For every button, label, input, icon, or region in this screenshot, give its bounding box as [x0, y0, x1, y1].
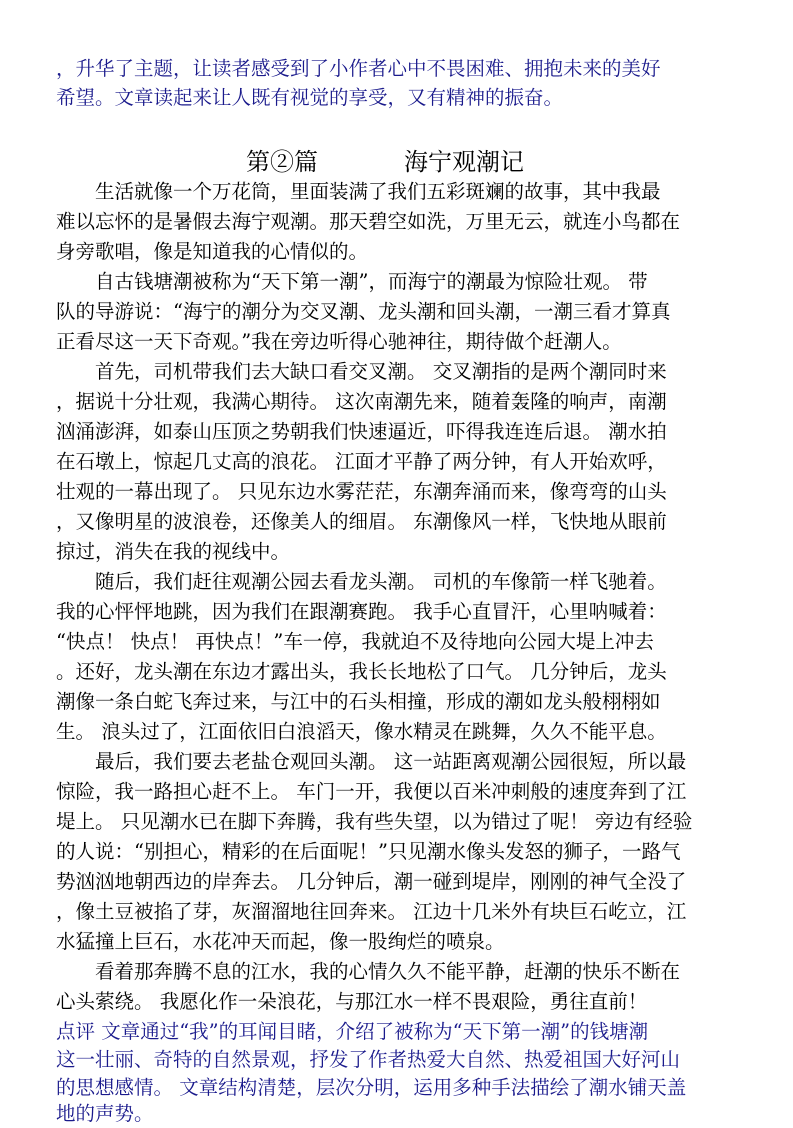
review-line: 的思想感情。 文章结构清楚，层次分明，运用多种手法描绘了潮水铺天盖 [56, 1076, 687, 1099]
review-line: 点评 文章通过“我”的耳闻目睹，介绍了被称为“天下第一潮”的钱塘潮 [56, 1020, 649, 1043]
essay-title: 海宁观潮记 [404, 148, 524, 176]
essay-line: ，像土豆被掐了芽，灰溜溜地往回奔来。 江边十几米外有块巨石屹立，江 [56, 900, 687, 923]
essay-line: “快点！ 快点！ 再快点！”车一停，我就迫不及待地向公园大堤上冲去 [56, 630, 654, 653]
essay-line: 掠过，消失在我的视线中。 [56, 540, 291, 563]
essay-line: 势汹汹地朝西边的岸奔去。 几分钟后，潮一碰到堤岸，刚刚的神气全没了 [56, 870, 687, 893]
essay-line: 生。 浪头过了，江面依旧白浪滔天，像水精灵在跳舞，久久不能平息。 [56, 720, 667, 743]
essay-line: 。还好，龙头潮在东边才露出头，我长长地松了口气。 几分钟后，龙头 [56, 660, 667, 683]
essay-line: 堤上。 只见潮水已在脚下奔腾，我有些失望，以为错过了呢！ 旁边有经验 [56, 810, 693, 833]
essay-line: 我的心怦怦地跳，因为我们在跟潮赛跑。 我手心直冒汗，心里呐喊着： [56, 600, 667, 623]
essay-line: 汹涌澎湃，如泰山压顶之势朝我们快速逼近，吓得我连连后退。 潮水拍 [56, 420, 667, 443]
essay-line: 壮观的一幕出现了。 只见东边水雾茫茫，东潮奔涌而来，像弯弯的山头 [56, 480, 667, 503]
intro-review-line: 希望。文章读起来让人既有视觉的享受，又有精神的振奋。 [56, 86, 564, 109]
essay-line: 自古钱塘潮被称为“天下第一潮”，而海宁的潮最为惊险壮观。 带 [56, 270, 648, 293]
essay-line: ，据说十分壮观，我满心期待。 这次南潮先来，随着轰隆的响声，南潮 [56, 390, 667, 413]
essay-line: 的人说：“别担心，精彩的在后面呢！”只见潮水像头发怒的狮子，一路气 [56, 840, 681, 863]
essay-line: 在石墩上，惊起几丈高的浪花。 江面才平静了两分钟，有人开始欢呼， [56, 450, 667, 473]
essay-line: 身旁歌唱，像是知道我的心情似的。 [56, 240, 369, 263]
essay-line: 心头萦绕。 我愿化作一朵浪花，与那江水一样不畏艰险，勇往直前！ [56, 990, 648, 1013]
essay-line: 队的导游说：“海宁的潮分为交叉潮、龙头潮和回头潮，一潮三看才算真 [56, 300, 671, 323]
essay-line: 生活就像一个万花筒，里面装满了我们五彩斑斓的故事，其中我最 [56, 180, 661, 203]
essay-number: 第②篇 [246, 148, 318, 176]
essay-line: 惊险，我一路担心赶不上。 车门一开，我便以百米冲刺般的速度奔到了江 [56, 780, 687, 803]
essay-line: 正看尽这一天下奇观。”我在旁边听得心驰神往，期待做个赶潮人。 [56, 330, 622, 353]
essay-line: 随后，我们赶往观潮公园去看龙头潮。 司机的车像箭一样飞驰着。 [56, 570, 667, 593]
essay-line: ，又像明星的波浪卷，还像美人的细眉。 东潮像风一样，飞快地从眼前 [56, 510, 667, 533]
essay-line: 首先，司机带我们去大缺口看交叉潮。 交叉潮指的是两个潮同时来 [56, 360, 667, 383]
review-line: 这一壮丽、奇特的自然景观，抒发了作者热爱大自然、热爱祖国大好河山 [56, 1048, 681, 1071]
essay-line: 看着那奔腾不息的江水，我的心情久久不能平静，赶潮的快乐不断在 [56, 960, 681, 983]
essay-line: 难以忘怀的是暑假去海宁观潮。那天碧空如洗，万里无云，就连小鸟都在 [56, 210, 681, 233]
essay-line: 水猛撞上巨石，水花冲天而起，像一股绚烂的喷泉。 [56, 930, 505, 953]
essay-line: 潮像一条白蛇飞奔过来，与江中的石头相撞，形成的潮如龙头般栩栩如 [56, 690, 661, 713]
essay-line: 最后，我们要去老盐仓观回头潮。 这一站距离观潮公园很短，所以最 [56, 750, 687, 773]
review-line: 地的声势。 [56, 1102, 154, 1125]
intro-review-line: ，升华了主题，让读者感受到了小作者心中不畏困难、拥抱未来的美好 [56, 57, 661, 80]
